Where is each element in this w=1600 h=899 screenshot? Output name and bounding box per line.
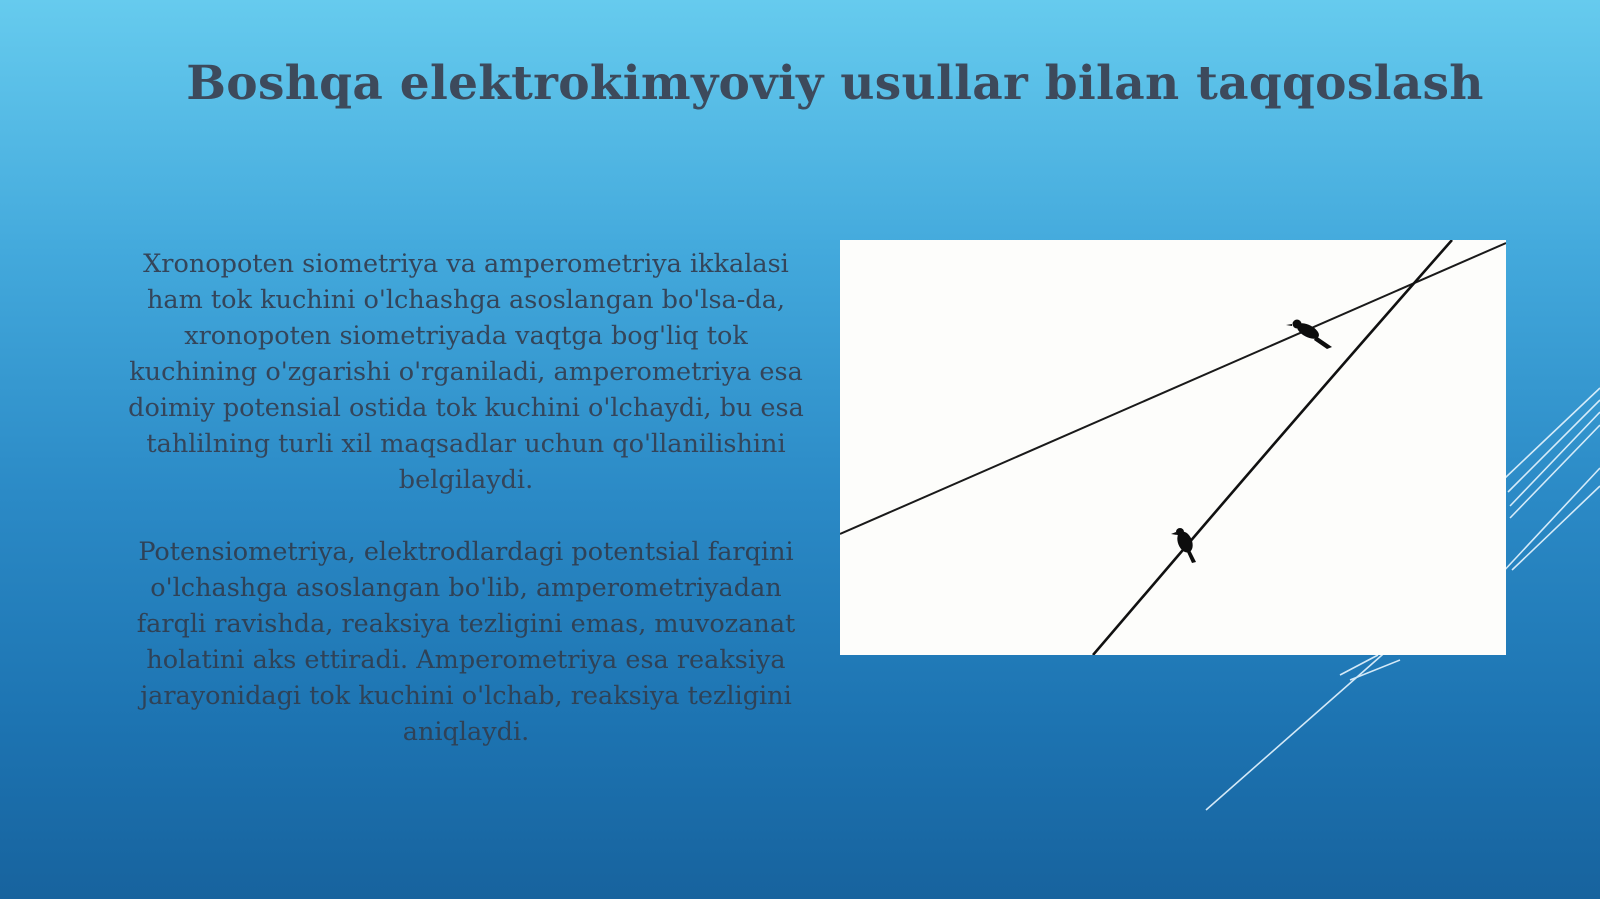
paragraph-potentiometry: Potensiometriya, elektrodlardagi potentsial farqini o'lchashga asoslangan bo'lib, amperometriyadan farqli ravishda, reaksiya tezligini emas, muvozanat holatini aks ettiradi. Amperometriya esa reaksiya jarayonidagi tok kuchini o'lchab, reaksiya tezligini aniqlaydi. (136, 537, 796, 747)
slide-title: Boshqa elektrokimyoviy usullar bilan taqqoslash (186, 56, 1484, 111)
birds-on-wires-icon (840, 240, 1506, 655)
birds-on-wires-photo (840, 240, 1506, 655)
paragraph-chronopotentiometry: Xronopoten siometriya va amperometriya ikkalasi ham tok kuchini o'lchashga asoslangan bo'lsa-da, xronopoten siometriyada vaqtga bog'liq tok kuchining o'zgarishi o'rganiladi, amperometriya esa doimiy potensial ostida tok kuchini o'lchaydi, bu esa tahlilning turli xil maqsadlar uchun qo'llanilishini belgilaydi. (128, 249, 804, 495)
